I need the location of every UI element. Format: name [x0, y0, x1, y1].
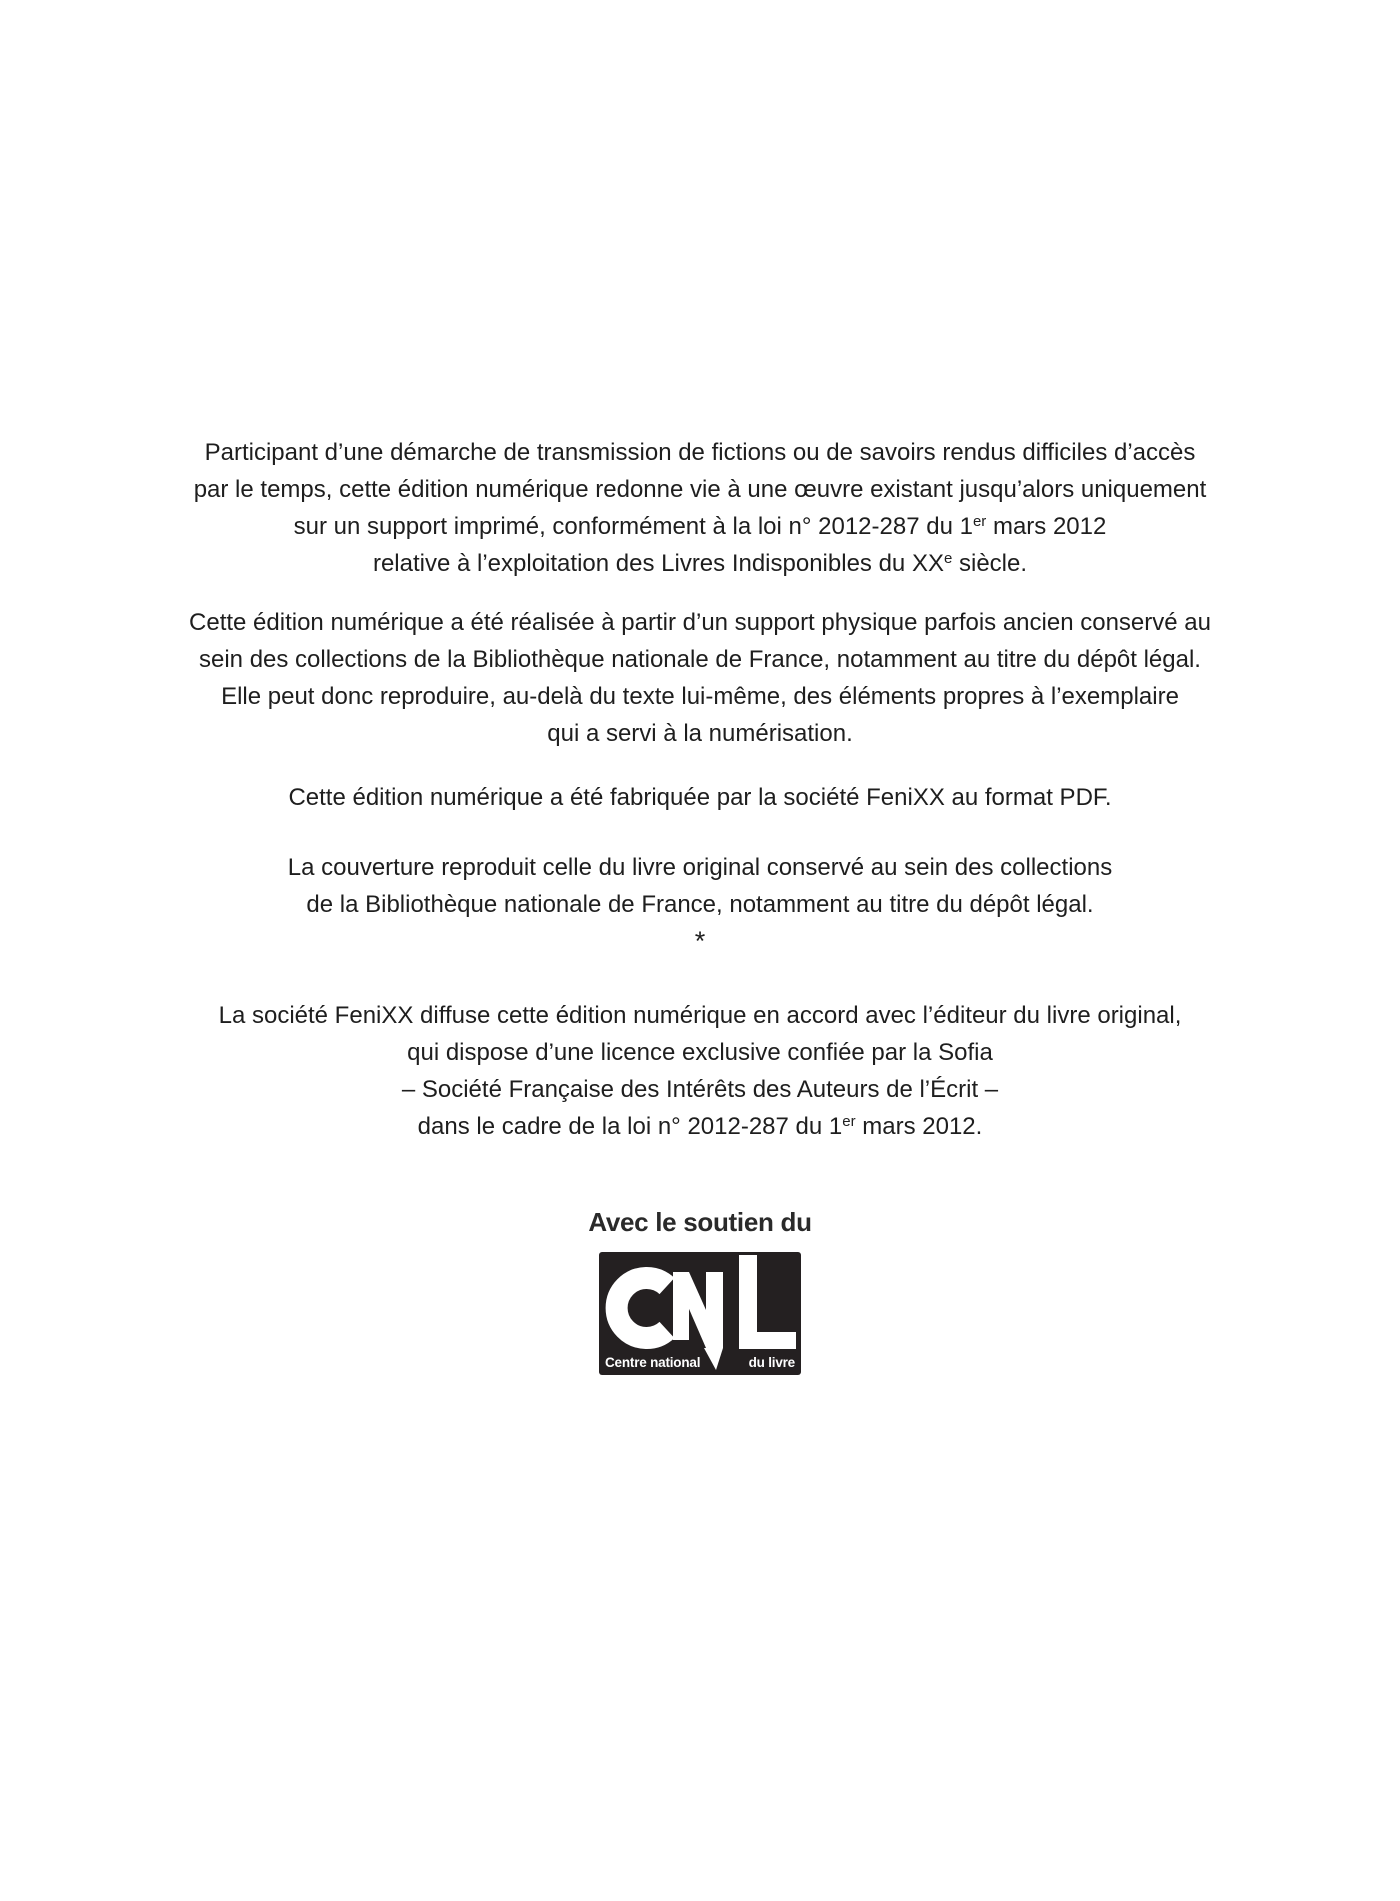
cnl-logo-wrap [0, 1252, 1400, 1375]
paragraph-5 [0, 997, 1400, 1145]
text-line: La société FeniXX diffuse cette édition numérique en accord avec l’éditeur du livre original, [218, 1002, 1182, 1029]
text-line: qui dispose d’une licence exclusive confiée par la Sofia [407, 1039, 993, 1066]
support-caption: Avec le soutien du [588, 1207, 812, 1237]
paragraph-3 [0, 779, 1400, 816]
superscript: e [943, 550, 953, 567]
letter-n-right-stem [706, 1272, 723, 1348]
paragraph-1 [0, 434, 1400, 582]
text-line: sein des collections de la Bibliothèque nationale de France, notamment au titre du dépôt légal. [199, 646, 1201, 673]
logo-label-left: Centre national [605, 1355, 701, 1370]
text-line: Participant d’une démarche de transmission de fictions ou de savoirs rendus difficiles d’accès [204, 439, 1196, 466]
text-line: qui a servi à la numérisation. [547, 720, 853, 747]
support-block [0, 1205, 1400, 1375]
text-line: – Société Française des Intérêts des Auteurs de l’Écrit – [401, 1076, 999, 1103]
text-segment: dans le cadre de la loi n° 2012-287 du 1 [417, 1113, 843, 1140]
logo-label-right: du livre [748, 1355, 795, 1370]
text-line: La couverture reproduit celle du livre original conservé au sein des collections [287, 854, 1113, 881]
superscript: er [972, 513, 987, 530]
letter-l-foot [739, 1332, 796, 1349]
text-line: Elle peut donc reproduire, au-delà du texte lui-même, des éléments propres à l’exemplaire [221, 683, 1179, 710]
paragraph-4 [0, 849, 1400, 923]
paragraph-2 [0, 604, 1400, 752]
text-line: Cette édition numérique a été réalisée à partir d’un support physique parfois ancien conservé au [189, 609, 1211, 636]
text-line [0, 545, 1400, 582]
text-segment: siècle. [952, 550, 1028, 577]
text-line [0, 508, 1400, 545]
cnl-logo [599, 1252, 801, 1375]
text-line [0, 1108, 1400, 1145]
superscript: er [842, 1113, 856, 1130]
text-segment: sur un support imprimé, conformément à la loi n° 2012-287 du 1 [293, 513, 973, 540]
text-line: Cette édition numérique a été fabriquée par la société FeniXX au format PDF. [288, 784, 1112, 811]
text-segment: relative à l’exploitation des Livres Indisponibles du XX [372, 550, 944, 577]
text-line: par le temps, cette édition numérique redonne vie à une œuvre existant jusqu’alors uniquement [193, 476, 1207, 503]
asterisk-separator: * [694, 926, 706, 956]
text-segment: mars 2012 [986, 513, 1107, 540]
text-segment: mars 2012. [855, 1113, 983, 1140]
text-line: de la Bibliothèque nationale de France, notamment au titre du dépôt légal. [306, 891, 1094, 918]
